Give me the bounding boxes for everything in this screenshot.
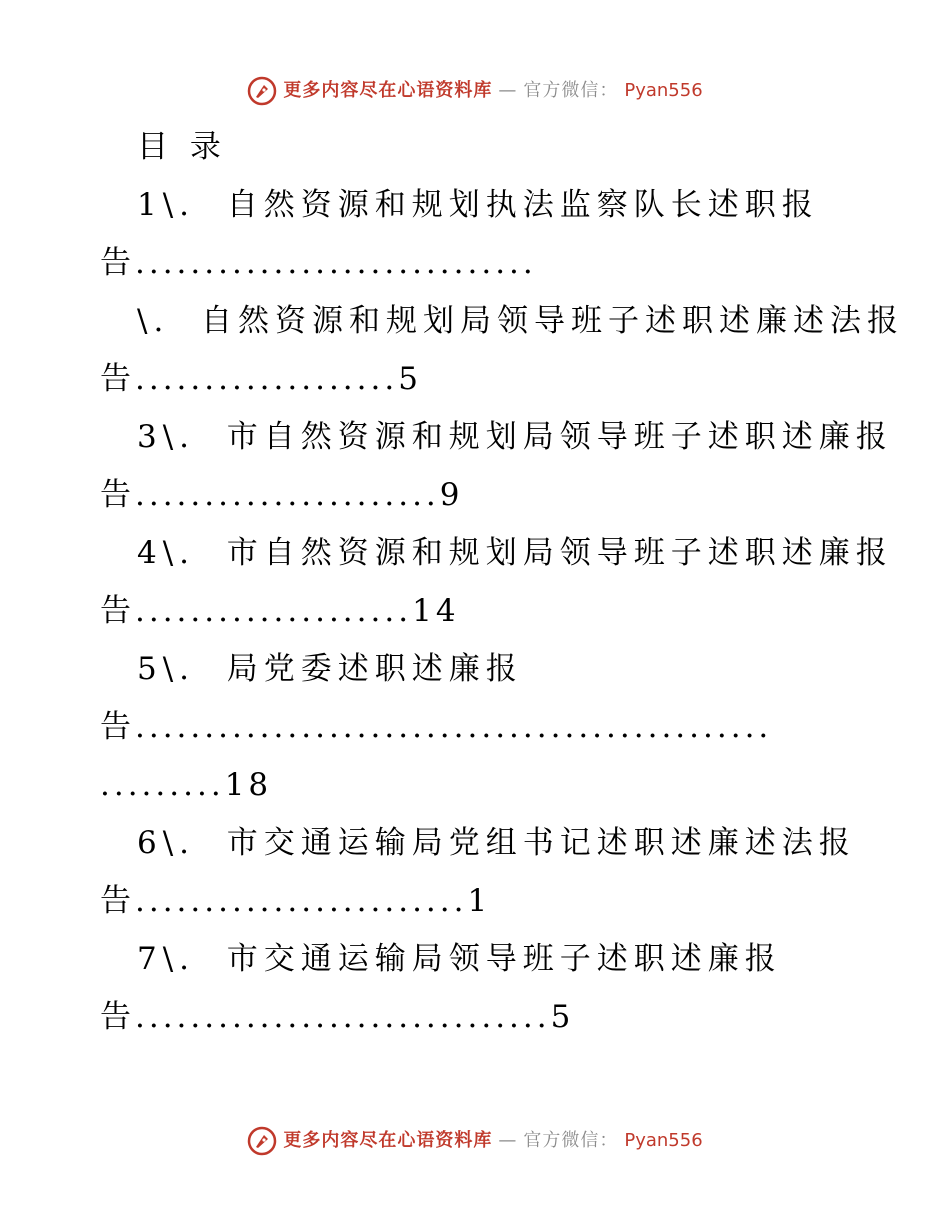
pen-nib-icon — [247, 1126, 277, 1156]
toc-entry-page: 14 — [412, 593, 460, 629]
pen-nib-icon — [247, 76, 277, 106]
toc-entry-title[interactable]: \. 自然资源和规划局领导班子述职述廉述法报 — [137, 303, 905, 339]
header-watermark — [0, 76, 950, 106]
toc-heading: 目 录 — [137, 129, 227, 165]
toc-entry-page: 1 — [467, 883, 492, 919]
toc-entry-page: 5 — [398, 361, 422, 397]
toc-entry-leader: 告.............................................. — [100, 709, 773, 745]
toc-entry-leader: 告....................14 — [100, 593, 460, 629]
toc-entry-page: 18 — [224, 767, 273, 803]
toc-entry-title[interactable]: 6\. 市交通运输局党组书记述职述廉述法报 — [137, 825, 856, 861]
toc-entry-title[interactable]: 1\. 自然资源和规划执法监察队长述职报 — [137, 187, 819, 223]
toc-entry-leader: 告............................. — [100, 245, 537, 281]
toc-entry-title[interactable]: 4\. 市自然资源和规划局领导班子述职述廉报 — [137, 535, 893, 571]
toc-entry-leader: 告...................5 — [100, 361, 422, 397]
watermark-wechat-id: Pyan556 — [624, 80, 703, 101]
toc-entry-leader: 告..............................5 — [100, 999, 575, 1035]
toc-entry-title[interactable]: 7\. 市交通运输局领导班子述职述廉报 — [137, 941, 782, 977]
watermark-wechat-label: 官方微信： — [523, 1130, 619, 1151]
watermark-brand: 更多内容尽在心语资料库 — [283, 1130, 493, 1151]
toc-entry-leader: 告........................1 — [100, 883, 492, 919]
footer-watermark — [0, 1126, 950, 1156]
watermark-wechat-id: Pyan556 — [624, 1130, 703, 1151]
watermark-wechat-label: 官方微信： — [523, 80, 619, 101]
toc-entry-leader-continued: .........18 — [100, 767, 273, 803]
watermark-dash: — — [498, 80, 518, 101]
watermark-brand: 更多内容尽在心语资料库 — [283, 80, 493, 101]
toc-entry-leader: 告......................9 — [100, 477, 464, 513]
watermark-dash: — — [498, 1130, 518, 1151]
toc-entry-title[interactable]: 5\. 局党委述职述廉报 — [137, 651, 523, 687]
toc-entry-page: 5 — [550, 999, 575, 1035]
toc-entry-title[interactable]: 3\. 市自然资源和规划局领导班子述职述廉报 — [137, 419, 893, 455]
toc-entry-page: 9 — [439, 477, 464, 513]
